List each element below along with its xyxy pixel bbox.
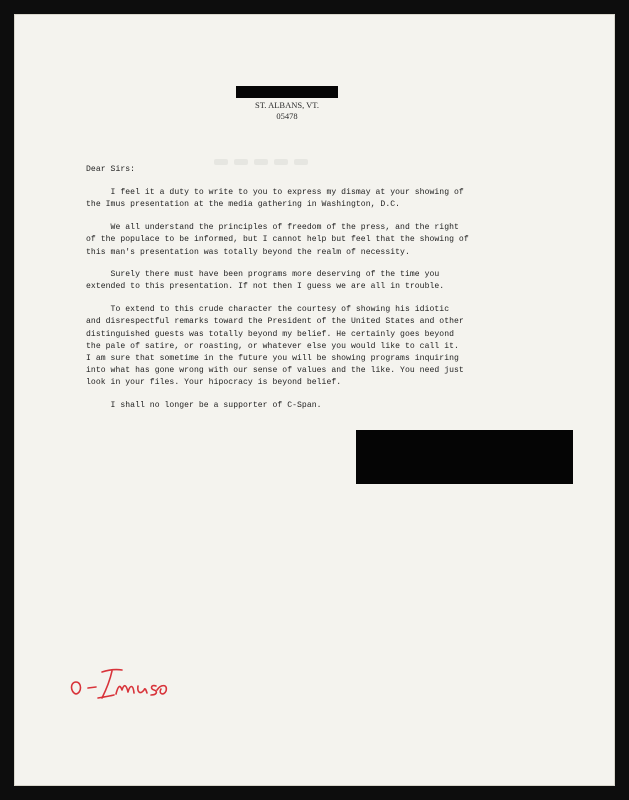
paragraph-line: To extend to this crude character the courtesy of showing his idiotic <box>86 305 450 315</box>
paragraph-3 <box>86 269 586 293</box>
paragraph-4 <box>86 304 586 389</box>
closing-line: I shall no longer be a supporter of C-Span. <box>86 401 322 411</box>
paragraph-line: Surely there must have been programs more deserving of the time you <box>86 270 440 280</box>
letter-page <box>14 14 615 786</box>
paragraph-line: the pale of satire, or roasting, or whatever else you would like to call it. <box>86 341 459 351</box>
paragraph-1 <box>86 187 586 211</box>
letterhead-zip: 05478 <box>276 111 298 121</box>
paragraph-line: distinguished guests was totally beyond my belief. He certainly goes beyond <box>86 329 455 339</box>
salutation: Dear Sirs: <box>86 165 136 174</box>
paragraph-line: I am sure that sometime in the future you will be showing programs inquiring <box>86 353 459 363</box>
letter-body <box>86 164 586 412</box>
redacted-name-block <box>236 86 338 98</box>
faint-received-stamp <box>214 152 364 162</box>
handwritten-note-drawing <box>62 660 202 708</box>
paragraph-line: We all understand the principles of freedom of the press, and the right <box>86 223 459 233</box>
paragraph-line: I feel it a duty to write to you to express my dismay at your showing of <box>86 188 464 198</box>
paragraph-line: extended to this presentation. If not then I guess we are all in trouble. <box>86 282 445 292</box>
paragraph-2 <box>86 222 586 259</box>
paragraph-line: into what has gone wrong with our sense of values and the like. You need just <box>86 366 464 376</box>
redacted-signature-block <box>356 430 573 484</box>
paragraph-line: and disrespectful remarks toward the President of the United States and other <box>86 317 464 327</box>
paragraph-line: look in your files. Your hipocracy is beyond belief. <box>86 378 342 388</box>
paragraph-line: this man's presentation was totally beyond the realm of necessity. <box>86 247 410 257</box>
paragraph-line: the Imus presentation at the media gathering in Washington, D.C. <box>86 200 401 210</box>
handwritten-note <box>62 660 202 708</box>
paragraph-line: of the populace to be informed, but I cannot help but feel that the showing of <box>86 235 469 245</box>
letterhead-city: ST. ALBANS, VT. <box>255 100 319 110</box>
